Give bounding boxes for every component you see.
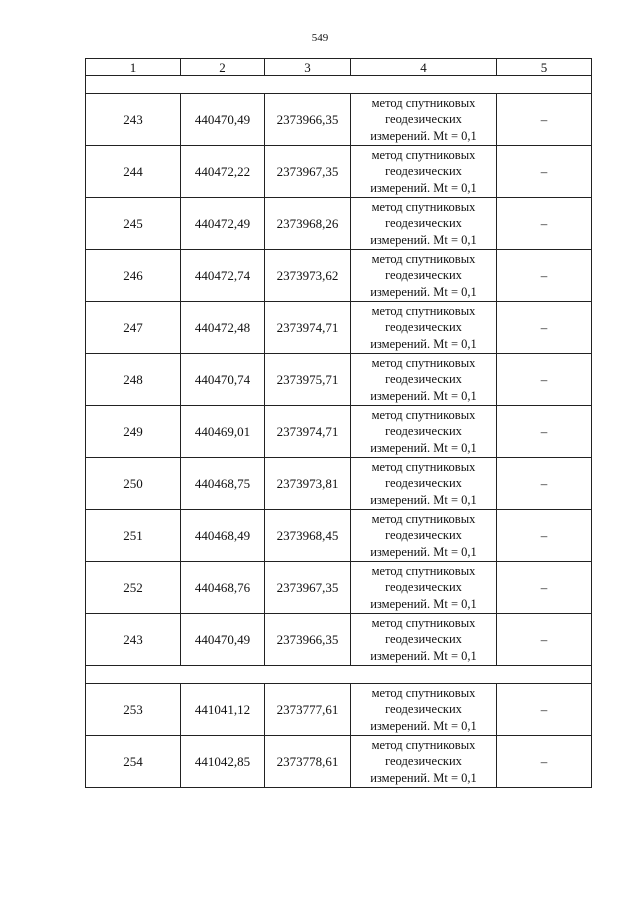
method-line: геодезических: [385, 268, 462, 283]
method-line: метод спутниковых: [371, 251, 476, 266]
point-number-cell: 254: [86, 736, 181, 788]
note-cell: –: [497, 406, 592, 458]
method-line: измерений. Mt = 0,1: [370, 180, 477, 195]
table-row: [86, 146, 592, 198]
method-line: геодезических: [385, 754, 462, 769]
method-line: метод спутниковых: [371, 511, 476, 526]
point-number-cell: 243: [86, 94, 181, 146]
point-number-cell: 249: [86, 406, 181, 458]
method-cell: [351, 510, 497, 562]
note-cell: –: [497, 458, 592, 510]
table-body: [86, 76, 592, 788]
method-cell: [351, 562, 497, 614]
method-cell: [351, 684, 497, 736]
note-cell: –: [497, 198, 592, 250]
column-header: 4: [351, 59, 497, 76]
method-cell: [351, 94, 497, 146]
method-line: измерений. Mt = 0,1: [370, 388, 477, 403]
method-line: метод спутниковых: [371, 615, 476, 630]
point-number-cell: 247: [86, 302, 181, 354]
method-line: измерений. Mt = 0,1: [370, 770, 477, 785]
method-cell: [351, 736, 497, 788]
method-line: геодезических: [385, 164, 462, 179]
column-header: 5: [497, 59, 592, 76]
table-row: [86, 354, 592, 406]
point-number-cell: 244: [86, 146, 181, 198]
method-line: измерений. Mt = 0,1: [370, 128, 477, 143]
point-number-cell: 243: [86, 614, 181, 666]
point-number-cell: 248: [86, 354, 181, 406]
method-line: метод спутниковых: [371, 355, 476, 370]
y-coordinate-cell: 2373778,61: [265, 736, 351, 788]
method-cell: [351, 146, 497, 198]
method-cell: [351, 250, 497, 302]
column-header: 3: [265, 59, 351, 76]
point-number-cell: 252: [86, 562, 181, 614]
y-coordinate-cell: 2373974,71: [265, 406, 351, 458]
header-row: [86, 59, 592, 76]
method-line: геодезических: [385, 320, 462, 335]
method-line: метод спутниковых: [371, 199, 476, 214]
note-cell: –: [497, 94, 592, 146]
method-line: метод спутниковых: [371, 685, 476, 700]
x-coordinate-cell: 440468,49: [181, 510, 265, 562]
coordinates-table: [85, 58, 592, 788]
x-coordinate-cell: 440468,76: [181, 562, 265, 614]
x-coordinate-cell: 440472,22: [181, 146, 265, 198]
method-line: геодезических: [385, 216, 462, 231]
y-coordinate-cell: 2373968,45: [265, 510, 351, 562]
y-coordinate-cell: 2373973,62: [265, 250, 351, 302]
method-cell: [351, 614, 497, 666]
y-coordinate-cell: 2373966,35: [265, 94, 351, 146]
method-line: измерений. Mt = 0,1: [370, 718, 477, 733]
table-row: [86, 250, 592, 302]
method-line: геодезических: [385, 424, 462, 439]
table-row: [86, 562, 592, 614]
x-coordinate-cell: 441041,12: [181, 684, 265, 736]
note-cell: –: [497, 614, 592, 666]
table-row: [86, 94, 592, 146]
table-row: [86, 458, 592, 510]
method-line: геодезических: [385, 112, 462, 127]
y-coordinate-cell: 2373777,61: [265, 684, 351, 736]
section-separator-row: [86, 76, 592, 94]
section-separator-row: [86, 666, 592, 684]
x-coordinate-cell: 440470,49: [181, 614, 265, 666]
method-cell: [351, 302, 497, 354]
point-number-cell: 250: [86, 458, 181, 510]
table-row: [86, 510, 592, 562]
x-coordinate-cell: 440470,49: [181, 94, 265, 146]
y-coordinate-cell: 2373967,35: [265, 562, 351, 614]
point-number-cell: 245: [86, 198, 181, 250]
method-line: измерений. Mt = 0,1: [370, 284, 477, 299]
table-row: [86, 684, 592, 736]
point-number-cell: 251: [86, 510, 181, 562]
method-line: измерений. Mt = 0,1: [370, 648, 477, 663]
method-line: метод спутниковых: [371, 563, 476, 578]
note-cell: –: [497, 250, 592, 302]
y-coordinate-cell: 2373973,81: [265, 458, 351, 510]
point-number-cell: 246: [86, 250, 181, 302]
method-line: геодезических: [385, 580, 462, 595]
method-line: геодезических: [385, 528, 462, 543]
x-coordinate-cell: 440470,74: [181, 354, 265, 406]
method-line: геодезических: [385, 632, 462, 647]
method-line: измерений. Mt = 0,1: [370, 440, 477, 455]
table-row: [86, 406, 592, 458]
y-coordinate-cell: 2373975,71: [265, 354, 351, 406]
y-coordinate-cell: 2373974,71: [265, 302, 351, 354]
method-line: метод спутниковых: [371, 407, 476, 422]
method-line: измерений. Mt = 0,1: [370, 544, 477, 559]
page-number: 549: [311, 32, 329, 44]
note-cell: –: [497, 302, 592, 354]
y-coordinate-cell: 2373968,26: [265, 198, 351, 250]
method-line: измерений. Mt = 0,1: [370, 336, 477, 351]
section-separator-cell: [86, 666, 592, 684]
point-number-cell: 253: [86, 684, 181, 736]
method-cell: [351, 198, 497, 250]
note-cell: –: [497, 354, 592, 406]
x-coordinate-cell: 440469,01: [181, 406, 265, 458]
note-cell: –: [497, 736, 592, 788]
method-line: измерений. Mt = 0,1: [370, 596, 477, 611]
method-line: метод спутниковых: [371, 147, 476, 162]
x-coordinate-cell: 440472,74: [181, 250, 265, 302]
y-coordinate-cell: 2373966,35: [265, 614, 351, 666]
method-line: геодезических: [385, 372, 462, 387]
method-cell: [351, 458, 497, 510]
table-row: [86, 198, 592, 250]
method-line: геодезических: [385, 476, 462, 491]
section-separator-cell: [86, 76, 592, 94]
method-line: метод спутниковых: [371, 459, 476, 474]
method-line: измерений. Mt = 0,1: [370, 492, 477, 507]
method-cell: [351, 406, 497, 458]
column-header: 1: [86, 59, 181, 76]
note-cell: –: [497, 510, 592, 562]
table-row: [86, 736, 592, 788]
x-coordinate-cell: 441042,85: [181, 736, 265, 788]
method-line: метод спутниковых: [371, 95, 476, 110]
table-row: [86, 614, 592, 666]
method-line: метод спутниковых: [371, 303, 476, 318]
x-coordinate-cell: 440472,49: [181, 198, 265, 250]
note-cell: –: [497, 684, 592, 736]
note-cell: –: [497, 146, 592, 198]
y-coordinate-cell: 2373967,35: [265, 146, 351, 198]
x-coordinate-cell: 440468,75: [181, 458, 265, 510]
method-cell: [351, 354, 497, 406]
method-line: измерений. Mt = 0,1: [370, 232, 477, 247]
x-coordinate-cell: 440472,48: [181, 302, 265, 354]
note-cell: –: [497, 562, 592, 614]
method-line: геодезических: [385, 702, 462, 717]
table-row: [86, 302, 592, 354]
column-header: 2: [181, 59, 265, 76]
method-line: метод спутниковых: [371, 737, 476, 752]
